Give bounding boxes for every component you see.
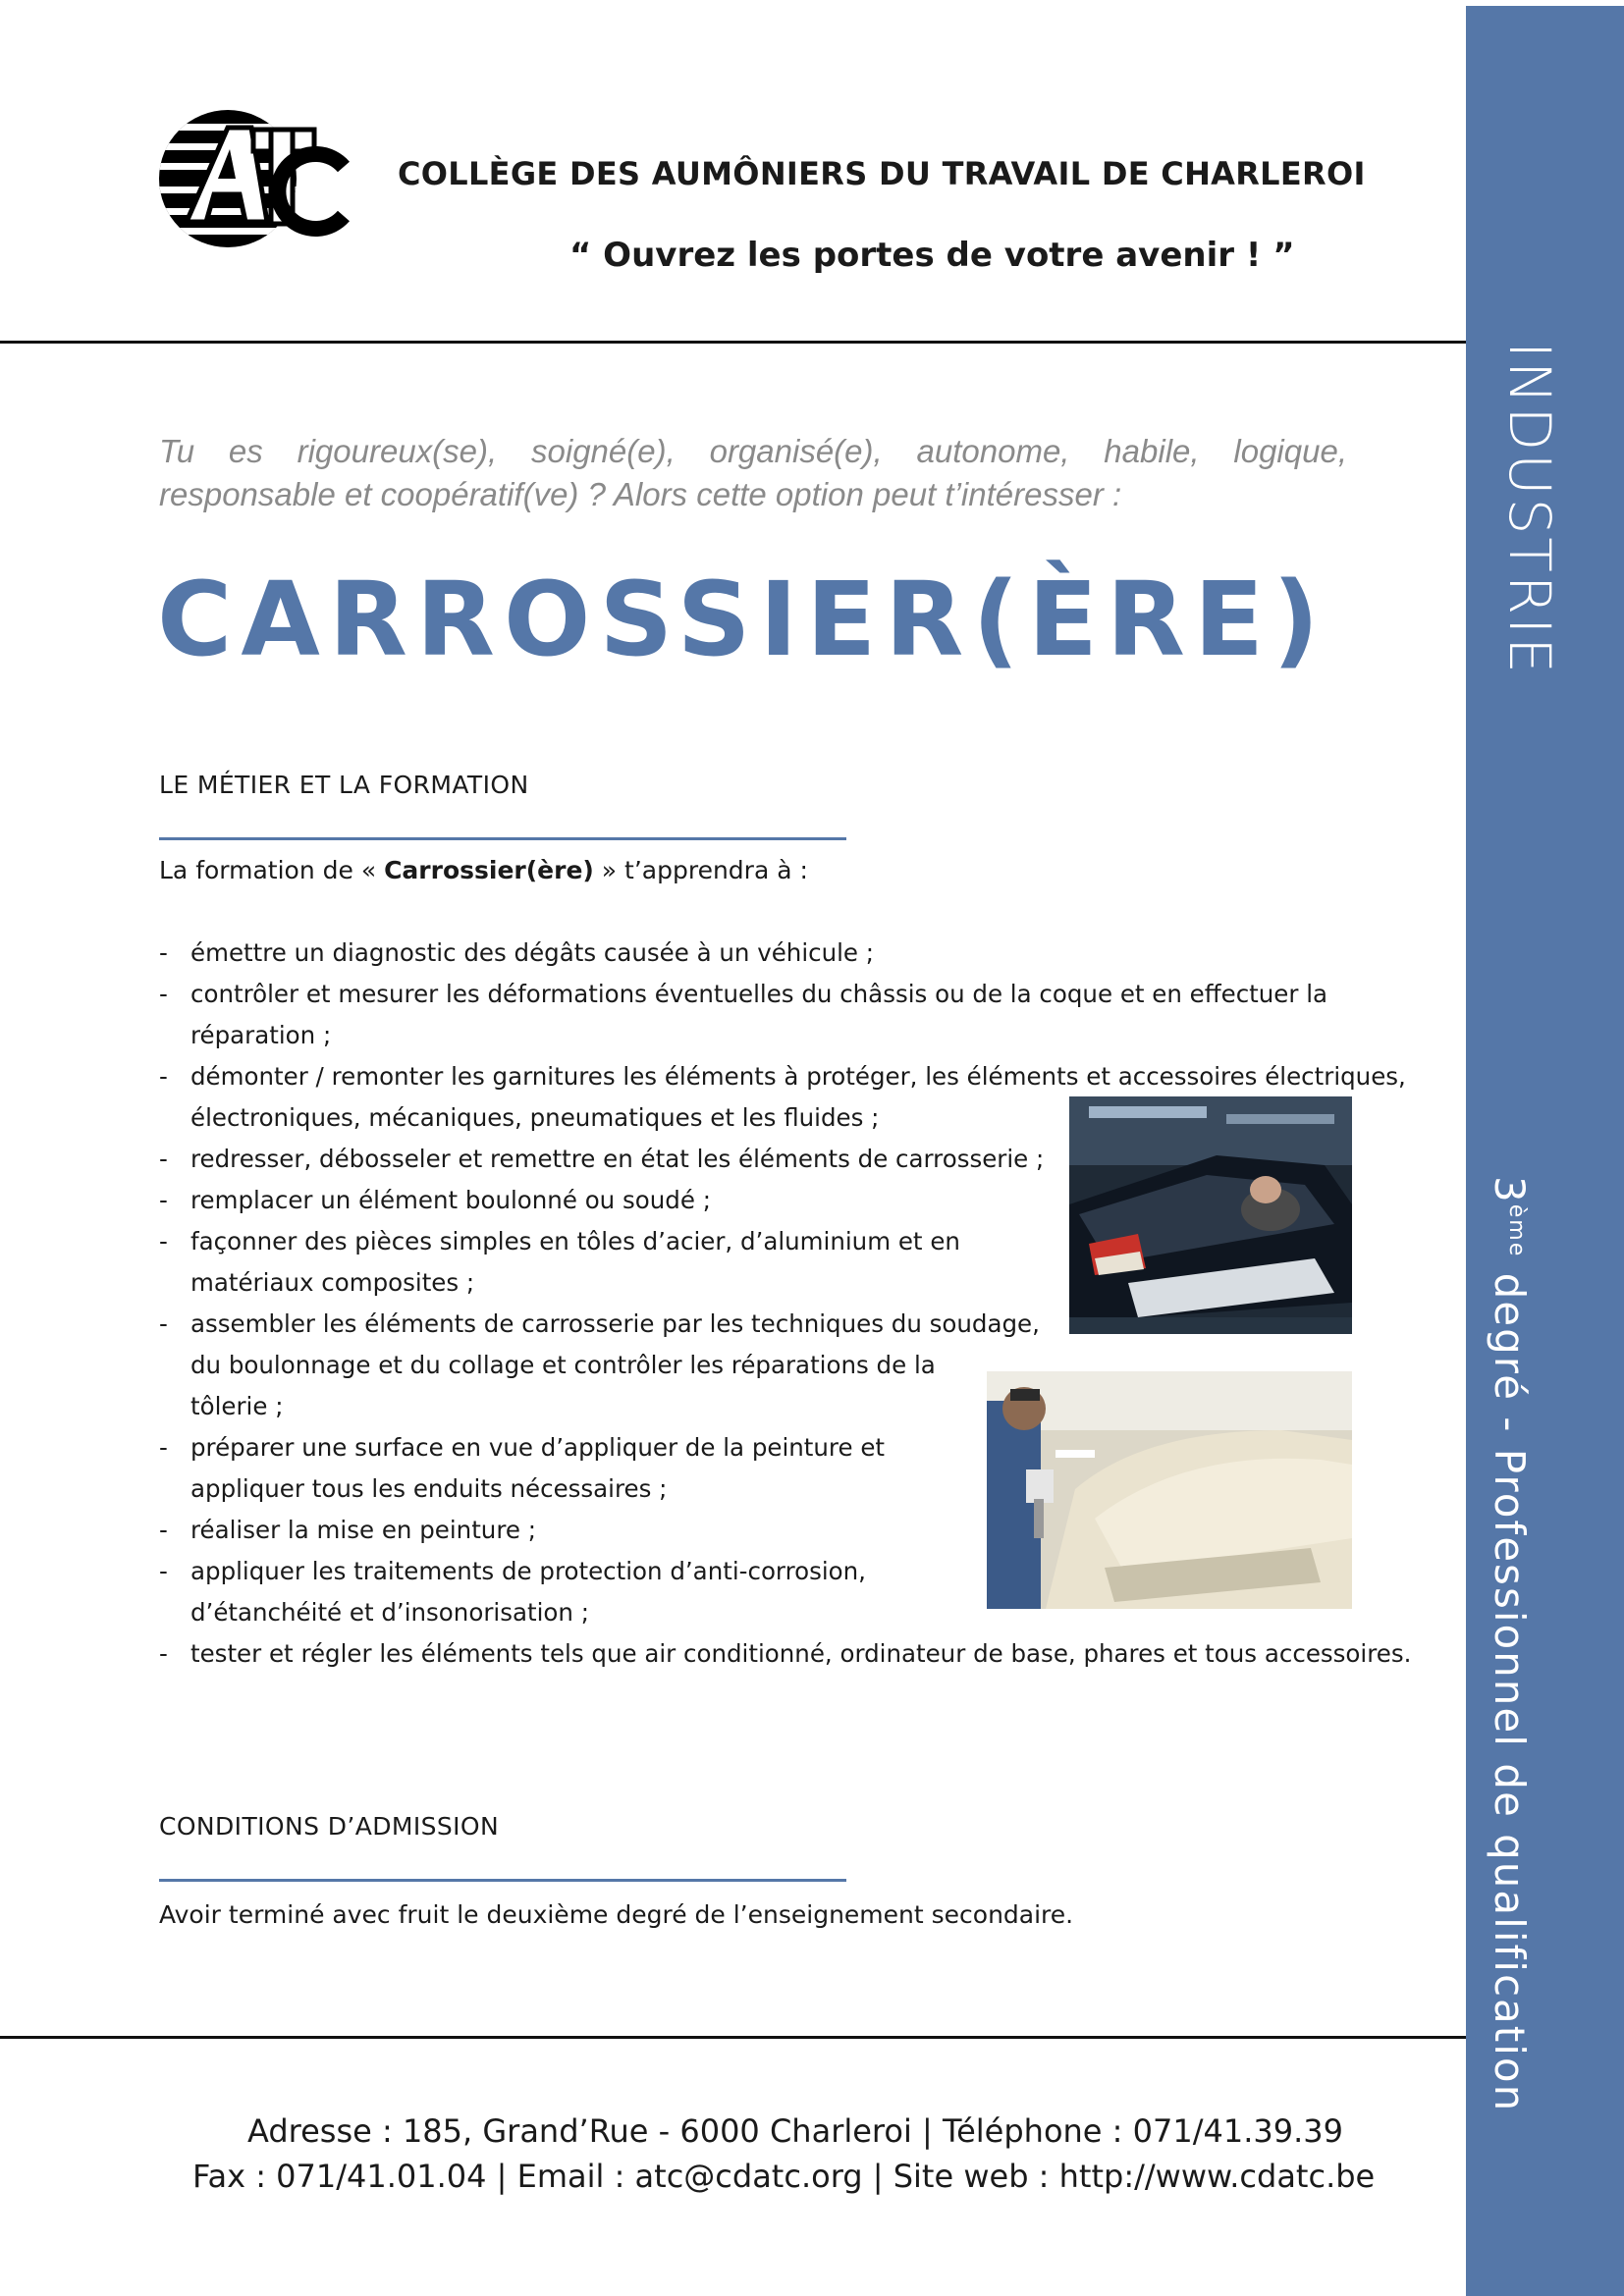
bullet-dash: - <box>159 980 168 1008</box>
section-heading-metier: LE MÉTIER ET LA FORMATION <box>159 771 529 799</box>
list-item-line: remplacer un élément boulonné ou soudé ; <box>190 1186 711 1214</box>
bullet-dash: - <box>159 1516 168 1544</box>
list-item-line: tôlerie ; <box>190 1392 284 1420</box>
page-title: CARROSSIER(ÈRE) <box>157 560 1328 679</box>
list-item-line: matériaux composites ; <box>190 1268 475 1297</box>
car-painting-photo <box>987 1371 1352 1609</box>
college-motto: “ Ouvrez les portes de votre avenir ! ” <box>569 236 1295 275</box>
bullet-dash: - <box>159 1186 168 1214</box>
list-item-line: assembler les éléments de carrosserie par les techniques du soudage, <box>190 1309 1040 1338</box>
list-item-line: contrôler et mesurer les déformations éventuelles du châssis ou de la coque et en effectuer la <box>190 980 1328 1008</box>
formation-lead: La formation de « Carrossier(ère) » t’apprendra à : <box>159 856 808 884</box>
footer-divider <box>0 2036 1466 2039</box>
section-rule <box>159 837 846 840</box>
bullet-dash: - <box>159 1639 168 1668</box>
admission-text: Avoir terminé avec fruit le deuxième degré de l’enseignement secondaire. <box>159 1900 1074 1929</box>
car-trunk-photo <box>1069 1096 1352 1334</box>
sidebar-level: 3ème degré - Professionnel de qualification <box>1486 1176 1534 2113</box>
list-item-line: électroniques, mécaniques, pneumatiques et les fluides ; <box>190 1103 880 1132</box>
bullet-dash: - <box>159 938 168 967</box>
list-item-line: redresser, débosseler et remettre en état les éléments de carrosserie ; <box>190 1145 1045 1173</box>
list-item-line: réparation ; <box>190 1021 332 1049</box>
bullet-dash: - <box>159 1062 168 1091</box>
header-divider <box>0 341 1466 344</box>
intro-text: Tu es rigoureux(se), soigné(e), organisé(e), autonome, habile, logique, responsable et coopératif(ve) ? Alors cette option peut t’intéresser : <box>159 433 1347 512</box>
atc-logo <box>157 106 350 251</box>
bullet-dash: - <box>159 1227 168 1255</box>
list-item-line: du boulonnage et du collage et contrôler les réparations de la <box>190 1351 936 1379</box>
college-name: COLLÈGE DES AUMÔNIERS DU TRAVAIL DE CHARLEROI <box>398 155 1366 192</box>
list-item-line: préparer une surface en vue d’appliquer de la peinture et <box>190 1433 885 1462</box>
sidebar-category: INDUSTRIE <box>1496 342 1563 676</box>
list-item-line: façonner des pièces simples en tôles d’acier, d’aluminium et en <box>190 1227 960 1255</box>
footer-address: Adresse : 185, Grand’Rue - 6000 Charleroi | Téléphone : 071/41.39.39 <box>247 2112 1343 2150</box>
list-item-line: émettre un diagnostic des dégâts causée à un véhicule ; <box>190 938 875 967</box>
section-rule <box>159 1879 846 1882</box>
list-item-line: appliquer tous les enduits nécessaires ; <box>190 1474 668 1503</box>
list-item-line: réaliser la mise en peinture ; <box>190 1516 536 1544</box>
bullet-dash: - <box>159 1557 168 1585</box>
list-item-line: appliquer les traitements de protection d’anti-corrosion, <box>190 1557 866 1585</box>
bullet-dash: - <box>159 1433 168 1462</box>
list-item-line: tester et régler les éléments tels que air conditionné, ordinateur de base, phares et tous accessoires. <box>190 1639 1412 1668</box>
bullet-dash: - <box>159 1309 168 1338</box>
bullet-dash: - <box>159 1145 168 1173</box>
section-heading-admission: CONDITIONS D’ADMISSION <box>159 1812 500 1841</box>
list-item-line: démonter / remonter les garnitures les éléments à protéger, les éléments et accessoires électriques, <box>190 1062 1406 1091</box>
list-item-line: d’étanchéité et d’insonorisation ; <box>190 1598 589 1627</box>
footer-contact: Fax : 071/41.01.04 | Email : atc@cdatc.org | Site web : http://www.cdatc.be <box>192 2158 1376 2195</box>
